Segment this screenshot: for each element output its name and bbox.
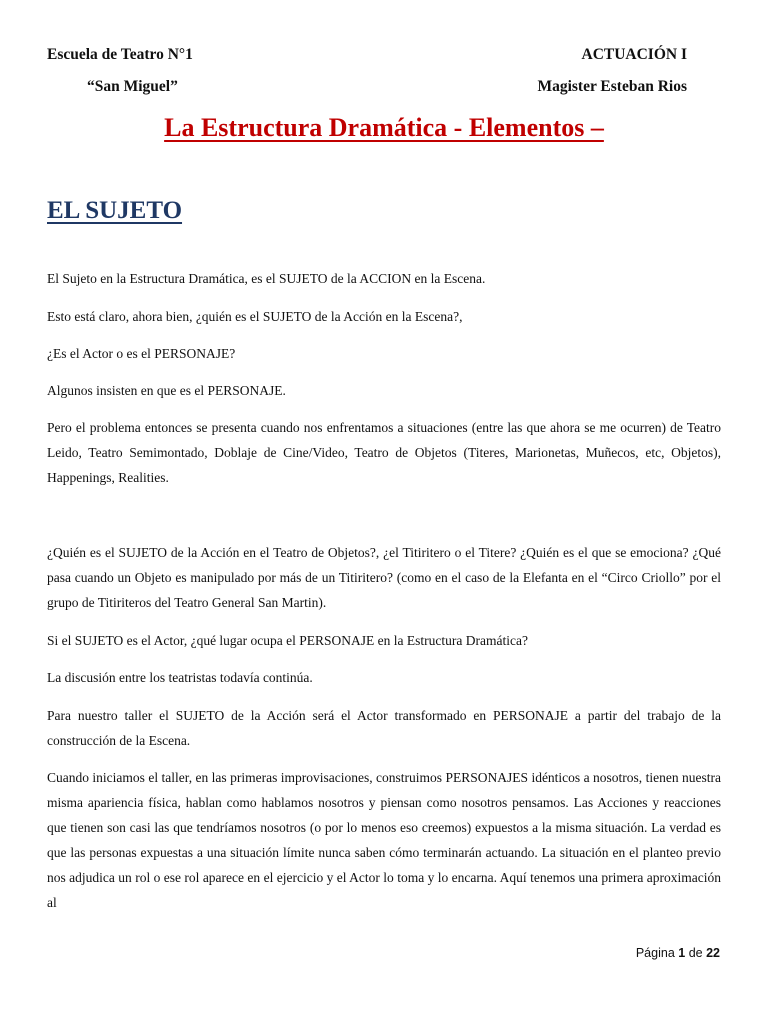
section-heading: EL SUJETO bbox=[47, 197, 183, 224]
paragraph-2: Esto está claro, ahora bien, ¿quién es el SUJETO de la Acción en la Escena?, bbox=[47, 309, 463, 324]
paragraph-3: ¿Es el Actor o es el PERSONAJE? bbox=[47, 346, 236, 361]
document-title: La Estructura Dramática - Elementos – bbox=[164, 113, 604, 142]
page-number: 1 bbox=[678, 946, 686, 960]
of-label: de bbox=[688, 946, 703, 960]
school-name: “San Miguel” bbox=[87, 78, 178, 95]
course-label: ACTUACIÓN I bbox=[581, 46, 687, 63]
paragraph-8: La discusión entre los teatristas todavía continúa. bbox=[47, 670, 313, 685]
paragraph-4: Algunos insisten en que es el PERSONAJE. bbox=[47, 383, 286, 398]
paragraph-9: Para nuestro taller el SUJETO de la Acción será el Actor transformado en PERSONAJE a partir del trabajo de la construcción de la Escena. bbox=[47, 708, 721, 748]
paragraph-5: Pero el problema entonces se presenta cuando nos enfrentamos a situaciones (entre las que ahora se me ocurren) de Teatro Leido, Teatro Semimontado, Doblaje de Cine/Video, Teatro de Objetos (Titeres, Marionetas, Muñecos, etc, Objetos), Happenings, Realities. bbox=[47, 420, 721, 485]
paragraph-1: El Sujeto en la Estructura Dramática, es el SUJETO de la ACCION en la Escena. bbox=[47, 271, 486, 286]
paragraph-10: Cuando iniciamos el taller, en las primeras improvisaciones, construimos PERSONAJES idénticos a nosotros, tienen nuestra misma apariencia física, hablan como hablamos nosotros y piensan como nosotros pensamos. Las Acciones y reacciones que tienen son casi las que tendríamos nosotros (o por lo menos eso creemos) expuestos a la misma situación. La verdad es que las personas expuestas a una situación límite nunca saben cómo terminarán actuando. La situación en el planteo previo nos adjudica un rol o ese rol aparece en el ejercicio y el Actor lo toma y lo encarna. Aquí tenemos una primera aproximación al bbox=[47, 770, 721, 910]
school-label: Escuela de Teatro N°1 bbox=[47, 46, 193, 63]
page-footer bbox=[636, 946, 720, 960]
total-pages: 22 bbox=[706, 946, 720, 960]
paragraph-7: Si el SUJETO es el Actor, ¿qué lugar ocupa el PERSONAJE en la Estructura Dramática? bbox=[47, 633, 528, 648]
page-label: Página bbox=[635, 946, 675, 960]
teacher-name: Magister Esteban Rios bbox=[537, 78, 687, 95]
paragraph-6: ¿Quién es el SUJETO de la Acción en el Teatro de Objetos?, ¿el Titiritero o el Titere? ¿Quién es el que se emociona? ¿Qué pasa cuando un Objeto es manipulado por más de un Titiritero? (como en el caso de la Elefanta en el “Circo Criollo” por el grupo de Titiriteros del Teatro General San Martin). bbox=[47, 545, 721, 610]
